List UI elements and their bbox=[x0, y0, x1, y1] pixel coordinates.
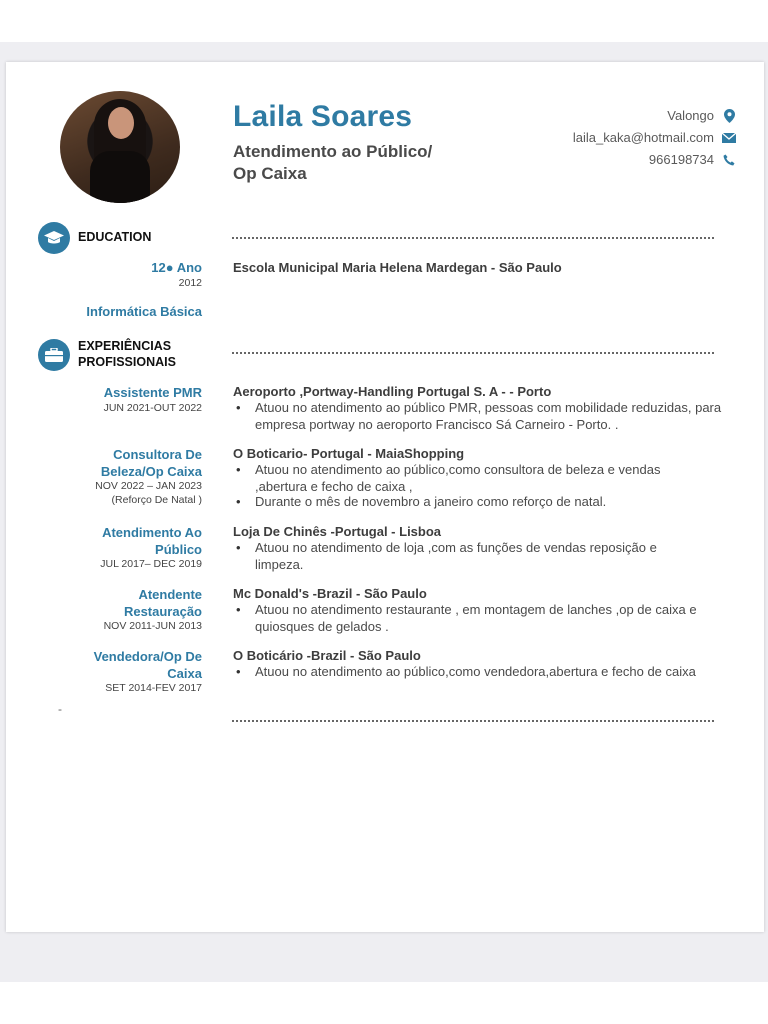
contact-phone[interactable]: 966198734 bbox=[649, 152, 736, 167]
experience-role: Consultora De Beleza/Op Caixa bbox=[100, 447, 202, 479]
education-heading: EDUCATION bbox=[78, 230, 152, 244]
education-school: Escola Municipal Maria Helena Mardegan - São Paulo bbox=[233, 260, 562, 275]
profile-photo bbox=[60, 91, 180, 203]
experience-company: O Boticario- Portugal - MaiaShopping bbox=[233, 446, 465, 461]
experience-date: NOV 2011-JUN 2013 bbox=[103, 620, 202, 632]
contact-email[interactable]: laila_kaka@hotmail.com bbox=[573, 130, 736, 145]
education-divider bbox=[232, 237, 714, 239]
bottom-divider bbox=[232, 720, 714, 722]
experience-divider bbox=[232, 352, 714, 354]
list-item: • Atuou no atendimento ao público,como vendedora,abertura e fecho de caixa bbox=[234, 664, 714, 681]
experience-date: NOV 2022 – JAN 2023 (Reforço De Natal ) bbox=[95, 480, 202, 506]
list-item: • Atuou no atendimento ao público,como consultora de beleza e vendas ,abertura e fecho de caixa , bbox=[234, 462, 664, 495]
envelope-icon bbox=[722, 133, 736, 143]
experience-role: Vendedora/Op De Caixa bbox=[93, 649, 202, 681]
experience-role: Atendente Restauração bbox=[123, 587, 202, 619]
resume-page bbox=[6, 62, 764, 932]
education-title: Informática Básica bbox=[86, 304, 202, 319]
experience-role: Assistente PMR bbox=[103, 385, 202, 400]
experience-heading: EXPERIÊNCIAS PROFISSIONAIS bbox=[78, 339, 176, 369]
education-date: 2012 bbox=[178, 277, 202, 289]
experience-company: Mc Donald's -Brazil - São Paulo bbox=[233, 586, 427, 601]
job-title: Atendimento ao Público/ Op Caixa bbox=[233, 142, 433, 183]
experience-date: JUN 2021-OUT 2022 bbox=[103, 402, 202, 414]
graduation-cap-icon bbox=[38, 222, 70, 254]
list-item: • Atuou no atendimento restaurante , em montagem de lanches ,op de caixa e quiosques de gelados . bbox=[234, 602, 722, 635]
experience-company: O Boticário -Brazil - São Paulo bbox=[233, 648, 421, 663]
list-item: • Durante o mês de novembro a janeiro como reforço de natal. bbox=[234, 494, 722, 511]
briefcase-icon bbox=[38, 339, 70, 371]
location-pin-icon bbox=[722, 109, 736, 123]
stray-mark: - bbox=[58, 702, 62, 716]
contact-location: Valongo bbox=[667, 108, 736, 123]
experience-date: JUL 2017– DEC 2019 bbox=[100, 558, 202, 570]
education-title: 12● Ano bbox=[151, 260, 202, 275]
experience-date: SET 2014-FEV 2017 bbox=[105, 682, 202, 694]
experience-company: Loja De Chinês -Portugal - Lisboa bbox=[233, 524, 442, 539]
experience-company: Aeroporto ,Portway-Handling Portugal S. A - - Porto bbox=[233, 384, 552, 399]
experience-role: Atendimento Ao Público bbox=[102, 525, 202, 557]
list-item: • Atuou no atendimento ao público PMR, pessoas com mobilidade reduzidas, para empresa portway no aeroporto Francisco Sá Carneiro - Porto. . bbox=[234, 400, 722, 433]
phone-icon bbox=[722, 154, 736, 166]
list-item: • Atuou no atendimento de loja ,com as funções de vendas reposição e limpeza. bbox=[234, 540, 704, 573]
candidate-name: Laila Soares bbox=[233, 100, 413, 133]
